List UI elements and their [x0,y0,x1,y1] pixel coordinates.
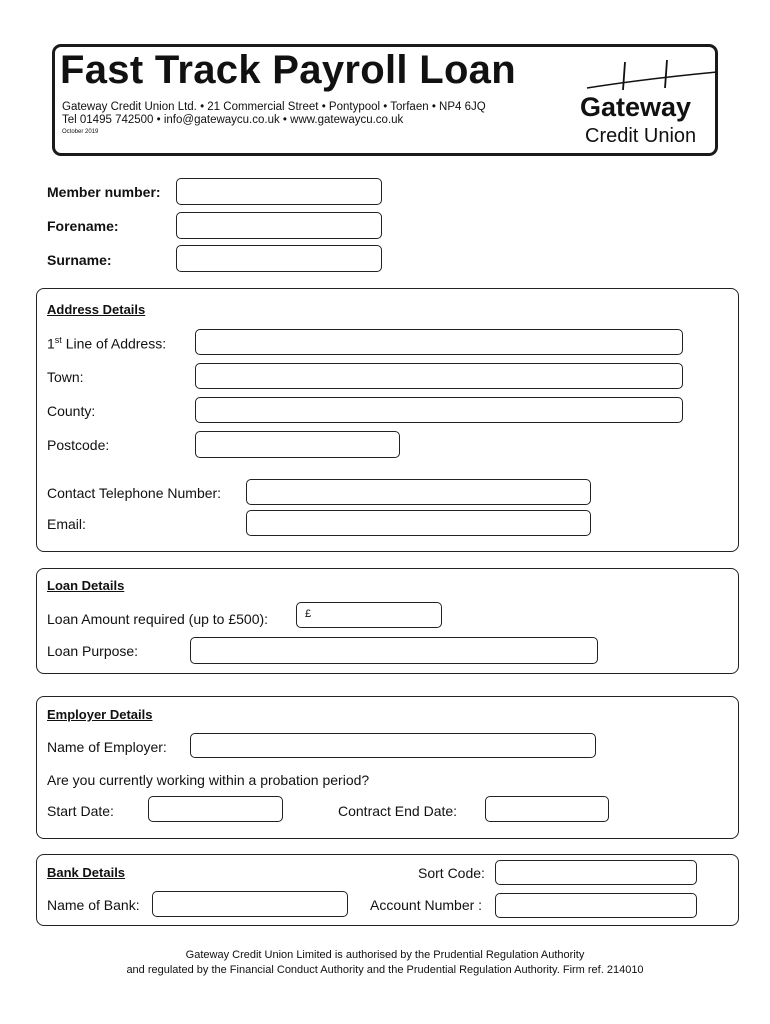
address-section-title: Address Details [47,302,146,317]
logo-subtitle: Credit Union [585,125,697,147]
employer-section-title: Employer Details [47,707,153,722]
loan-amount-label: Loan Amount required (up to £500): [47,611,269,627]
end-date-field[interactable] [485,796,609,822]
loan-purpose-field[interactable] [190,637,598,664]
bank-name-field[interactable] [152,891,348,917]
employer-name-field[interactable] [190,733,596,758]
end-date-label: Contract End Date: [338,803,458,819]
form-date: October 2019 [62,129,99,135]
logo-mark-icon [585,60,720,92]
phone-label: Contact Telephone Number: [47,485,222,501]
address-line: Gateway Credit Union Ltd. • 21 Commercial Street • Pontypool • Torfaen • NP4 6JQ [62,101,486,113]
start-date-label: Start Date: [47,803,114,819]
loan-section-title: Loan Details [47,578,125,593]
account-number-field[interactable] [495,893,697,918]
sort-code-label: Sort Code: [418,865,485,881]
page-title: Fast Track Payroll Loan [60,48,516,92]
address-line1-field[interactable] [195,329,683,355]
town-label: Town: [47,369,84,385]
forename-field[interactable] [176,212,382,239]
address-line1-label: 1st Line of Address: [47,335,167,352]
email-field[interactable] [246,510,591,536]
logo-name: Gateway [580,92,692,122]
county-field[interactable] [195,397,683,423]
surname-label: Surname: [47,252,112,268]
email-label: Email: [47,516,86,532]
loan-amount-field[interactable]: £ [296,602,442,628]
start-date-field[interactable] [148,796,283,822]
member-number-field[interactable] [176,178,382,205]
employer-name-label: Name of Employer: [47,739,167,755]
loan-purpose-label: Loan Purpose: [47,643,139,659]
phone-field[interactable] [246,479,591,505]
contact-line: Tel 01495 742500 • info@gatewaycu.co.uk • www.gatewaycu.co.uk [62,114,404,126]
member-number-label: Member number: [47,184,161,200]
bank-name-label: Name of Bank: [47,897,140,913]
account-number-label: Account Number : [370,897,483,913]
footer-line1: Gateway Credit Union Limited is authorised by the Prudential Regulation Authority [185,949,585,961]
town-field[interactable] [195,363,683,389]
sort-code-field[interactable] [495,860,697,885]
bank-section-title: Bank Details [47,865,126,880]
probation-question: Are you currently working within a probation period? [47,772,370,788]
footer-line2: and regulated by the Financial Conduct Authority and the Prudential Regulation Authority. Firm ref. 214010 [126,964,644,976]
postcode-field[interactable] [195,431,400,458]
county-label: County: [47,403,96,419]
forename-label: Forename: [47,218,119,234]
surname-field[interactable] [176,245,382,272]
postcode-label: Postcode: [47,437,110,453]
